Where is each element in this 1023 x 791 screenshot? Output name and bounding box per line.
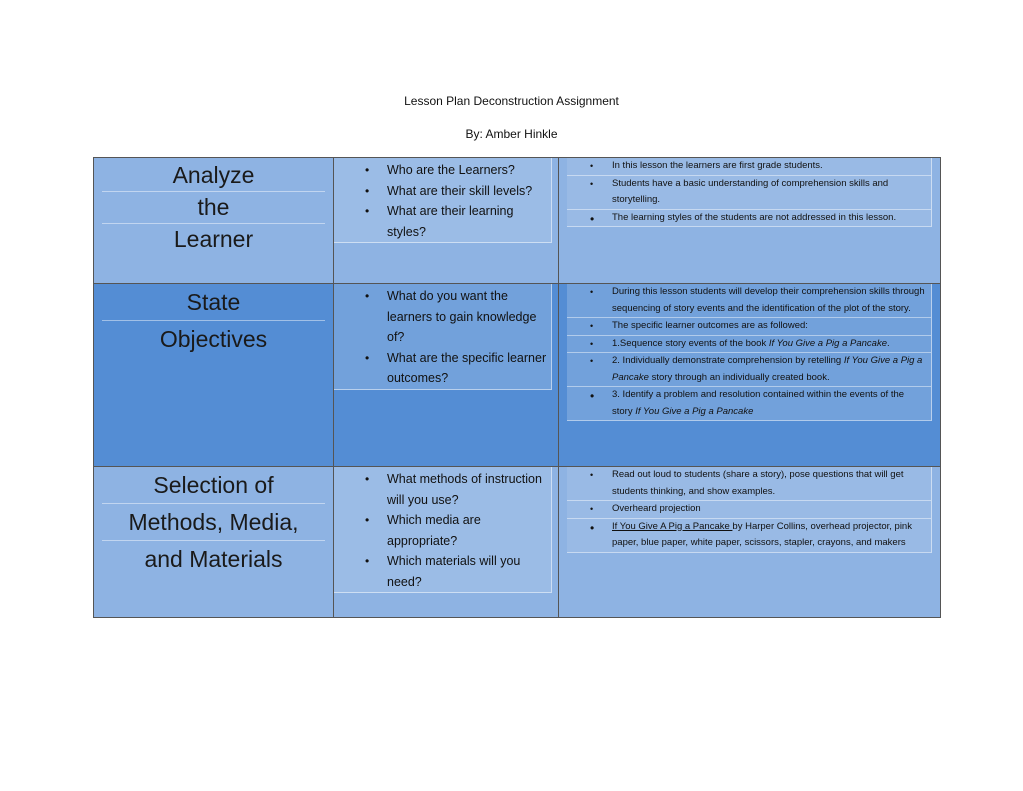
answer-item: • The learning styles of the students are not addressed in this lesson. [567, 210, 931, 228]
row-heading-line: the [102, 192, 325, 224]
row-heading-line: Objectives [159, 326, 268, 352]
answer-item: • Read out loud to students (share a story), pose questions that will get students thinking, and show examples. [567, 467, 931, 501]
answer-item [567, 387, 931, 421]
question-list [334, 284, 551, 389]
question-item: • What do you want the learners to gain knowledge of? [334, 286, 551, 348]
answer-item: • Students have a basic understanding of comprehension skills and storytelling. [567, 176, 931, 210]
question-list [334, 158, 551, 242]
table-row-selection-methods [94, 467, 941, 618]
answer-item: • The specific learner outcomes are as followed: [567, 318, 931, 336]
book-title: If You Give A Pig a Pancake [612, 520, 733, 532]
table-row-state-objectives [94, 284, 941, 467]
question-item: • What are their skill levels? [334, 181, 551, 202]
answer-item: • In this lesson the learners are first grade students. [567, 158, 931, 176]
row-heading-line: Analyze [102, 160, 325, 192]
answer-item [567, 519, 931, 553]
answer-item [567, 353, 931, 387]
row-heading-line: Methods, Media, [102, 504, 325, 541]
document-author: By: Amber Hinkle [465, 127, 558, 141]
questions-cell [334, 158, 559, 284]
row-heading-line: and Materials [144, 546, 283, 572]
lesson-plan-table [93, 157, 941, 618]
question-item: • What methods of instruction will you use? [334, 469, 551, 510]
row-heading-cell [94, 158, 334, 284]
answer-item [567, 336, 931, 354]
answer-text: by Harper Collins, overhead projector, pink paper, blue paper, white paper, scissors, stapler, crayons, and makers [612, 520, 912, 548]
answer-list [567, 158, 931, 227]
book-title: If You Give a Pig a Pancake [612, 355, 923, 383]
answer-text-end: story through an individually created book. [648, 371, 830, 383]
book-title: If You Give a Pig a Pancake [635, 405, 754, 417]
book-title: If You Give a Pig a Pancake [768, 337, 887, 349]
row-heading-line: State [102, 284, 325, 321]
question-item: • What are the specific learner outcomes? [334, 348, 551, 389]
answers-cell [559, 467, 941, 618]
answer-list [567, 284, 931, 421]
question-item: • Which media are appropriate? [334, 510, 551, 551]
row-heading-line: Selection of [102, 467, 325, 504]
questions-cell [334, 284, 559, 467]
table-row-analyze-learner [94, 158, 941, 284]
answer-list [567, 467, 931, 553]
answers-cell [559, 158, 941, 284]
answer-item: • During this lesson students will develop their comprehension skills through sequencing of story events and the identification of the plot of the story. [567, 284, 931, 318]
row-heading-cell [94, 467, 334, 618]
question-item: • Who are the Learners? [334, 160, 551, 181]
row-heading-cell [94, 284, 334, 467]
question-item: • What are their learning styles? [334, 201, 551, 242]
document-title: Lesson Plan Deconstruction Assignment [404, 94, 619, 108]
answer-text: 2. Individually demonstrate comprehension by retelling [612, 355, 844, 366]
row-heading-line: Learner [173, 226, 254, 252]
answer-item: • Overheard projection [567, 501, 931, 519]
answers-cell [559, 284, 941, 467]
answer-text: 3. Identify a problem and resolution contained within the events of the story [612, 389, 905, 417]
answer-text: 1.Sequence story events of the book [612, 337, 769, 349]
question-item: • Which materials will you need? [334, 551, 551, 592]
question-list [334, 467, 551, 592]
answer-text-end: . [886, 337, 890, 349]
questions-cell [334, 467, 559, 618]
